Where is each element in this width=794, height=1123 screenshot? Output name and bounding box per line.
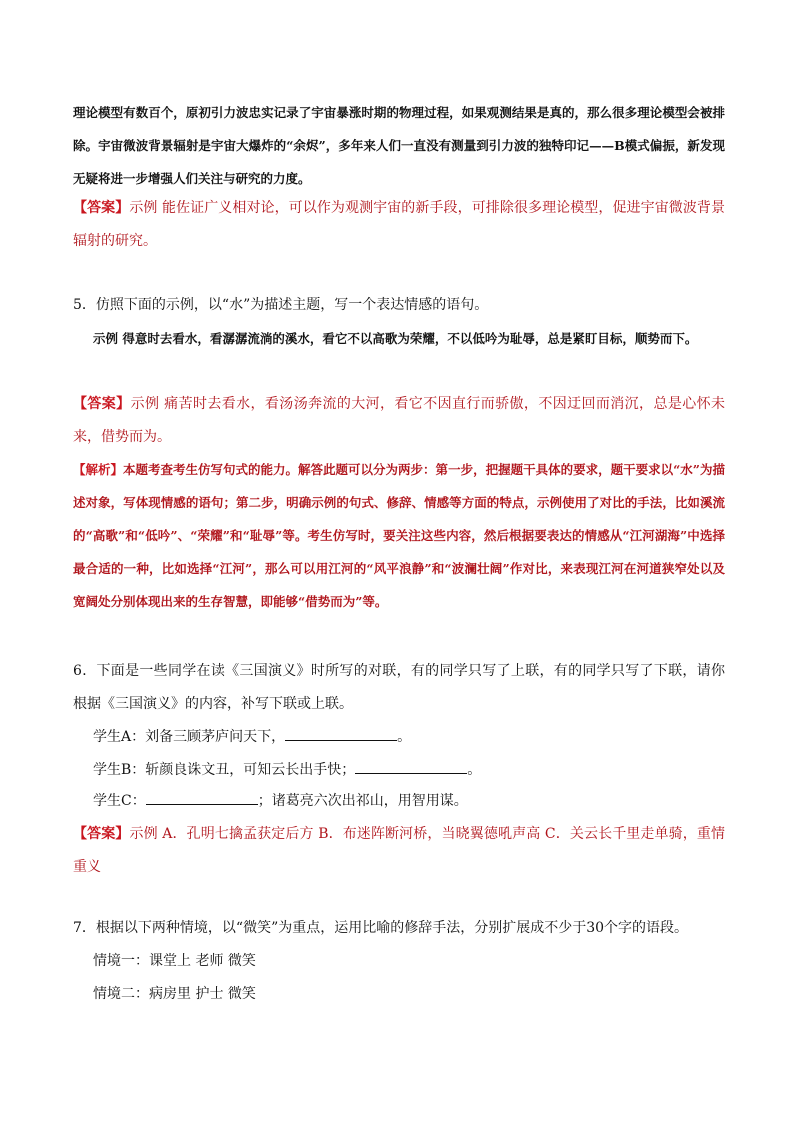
question-6-text: 6．下面是一些同学在读《三国演义》时所写的对联，有的同学只写了上联，有的同学只写了下联，请你根据《三国演义》的内容，补写下联或上联。 bbox=[73, 663, 725, 712]
student-c-label: 学生C： bbox=[93, 793, 146, 809]
question-7 bbox=[73, 912, 725, 945]
question-6 bbox=[73, 655, 725, 721]
passage-paragraph bbox=[73, 96, 725, 195]
question-5-example bbox=[73, 322, 725, 355]
explanation-block-5 bbox=[73, 453, 725, 618]
answer-tag: 【答案】 bbox=[73, 826, 130, 842]
answer-blank[interactable] bbox=[285, 725, 397, 741]
explanation-tag: 【解析】 bbox=[73, 462, 124, 477]
student-c-text: ；诸葛亮六次出祁山，用智用谋。 bbox=[257, 793, 468, 809]
student-a-text: 学生A：刘备三顾茅庐问天下， bbox=[93, 729, 286, 745]
punctuation: 。 bbox=[467, 762, 482, 778]
answer-text: 示例 A．孔明七擒孟获定后方 B．布迷阵断河桥，当晓翼德吼声高 C．关云长千里走单骑，重情重义 bbox=[73, 826, 725, 875]
student-c-line bbox=[73, 785, 725, 818]
punctuation: 。 bbox=[397, 729, 412, 745]
answer-block-5 bbox=[73, 388, 725, 454]
student-b-text: 学生B：斩颜良诛文丑，可知云长出手快； bbox=[93, 762, 356, 778]
scenario-1 bbox=[73, 945, 725, 978]
answer-block-1 bbox=[73, 192, 725, 258]
answer-blank[interactable] bbox=[355, 758, 467, 774]
answer-blank[interactable] bbox=[146, 789, 258, 805]
student-b-line bbox=[73, 754, 725, 787]
scenario-1-text: 情境一：课堂上 老师 微笑 bbox=[93, 953, 256, 969]
answer-tag: 【答案】 bbox=[73, 396, 131, 412]
scenario-2-text: 情境二：病房里 护士 微笑 bbox=[93, 986, 256, 1002]
question-7-text: 7．根据以下两种情境，以“微笑”为重点，运用比喻的修辞手法，分别扩展成不少于30个字的语段。 bbox=[73, 920, 689, 936]
answer-text: 示例 痛苦时去看水，看汤汤奔流的大河，看它不因直行而骄傲，不因迂回而消沉，总是心怀未来，借势而为。 bbox=[73, 396, 725, 445]
question-5-text: 5．仿照下面的示例，以“水”为描述主题，写一个表达情感的语句。 bbox=[73, 297, 489, 313]
scenario-2 bbox=[73, 978, 725, 1011]
answer-block-6 bbox=[73, 818, 725, 884]
answer-text: 示例 能佐证广义相对论，可以作为观测宇宙的新手段，可排除很多理论模型，促进宇宙微波背景辐射的研究。 bbox=[73, 200, 725, 249]
question-5 bbox=[73, 289, 725, 322]
example-text: 示例 得意时去看水，看潺潺流淌的溪水，看它不以高歌为荣耀，不以低吟为耻辱，总是紧盯目标，顺势而下。 bbox=[93, 331, 698, 346]
answer-tag: 【答案】 bbox=[73, 200, 130, 216]
passage-text: 理论模型有数百个，原初引力波忠实记录了宇宙暴涨时期的物理过程，如果观测结果是真的，那么很多理论模型会被排除。宇宙微波背景辐射是宇宙大爆炸的“余烬”，多年来人们一直没有测量到引力波的独特印记——B模式偏振，新发现无疑将进一步增强人们关注与研究的力度。 bbox=[73, 105, 725, 186]
explanation-text: 本题考查考生仿写句式的能力。解答此题可以分为两步：第一步，把握题干具体的要求，题干要求以“水”为描述对象，写体现情感的语句；第二步，明确示例的句式、修辞、情感等方面的特点，示例使用了对比的手法，比如溪流的“高歌”和“低吟”、“荣耀”和“耻辱”等。考生仿写时，要关注这些内容，然后根据要表达的情感从“江河湖海”中选择最合适的一种，比如选择“江河”，那么可以用江河的“风平浪静”和“波澜壮阔”作对比，来表现江河在河道狭窄处以及宽阔处分别体现出来的生存智慧，即能够“借势而为”等。 bbox=[73, 462, 725, 609]
student-a-line bbox=[73, 721, 725, 754]
